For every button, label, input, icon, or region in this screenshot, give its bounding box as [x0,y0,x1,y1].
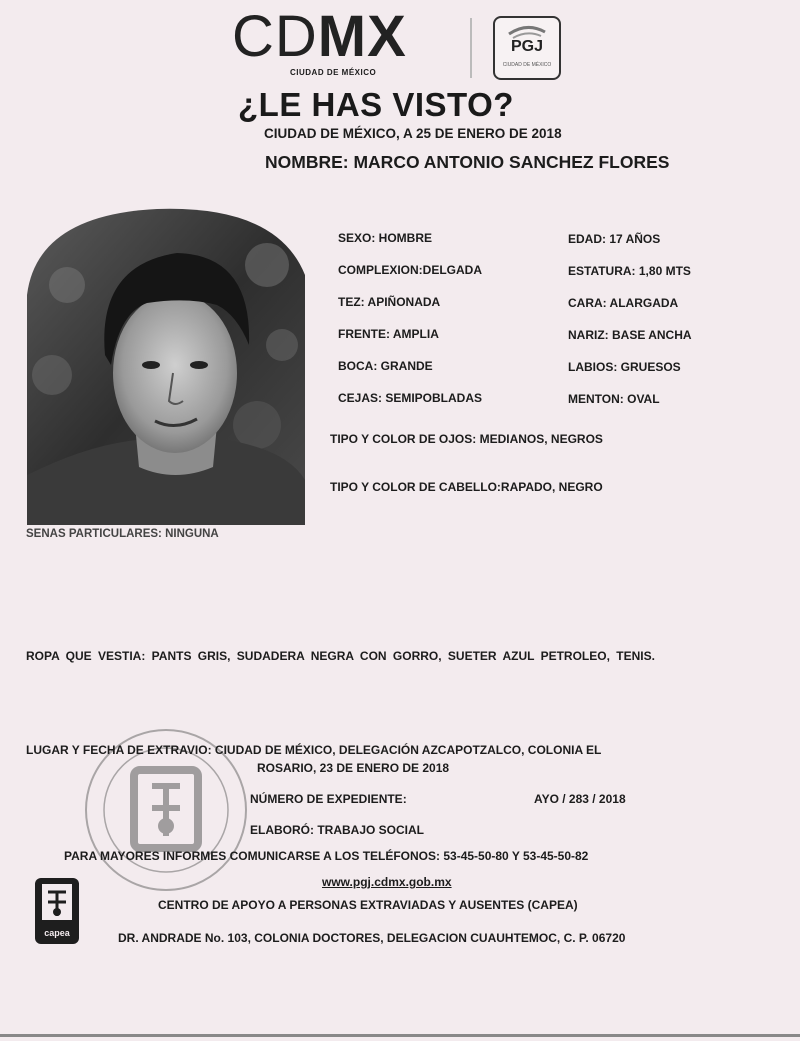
cdmx-subtitle: CIUDAD DE MÉXICO [290,68,377,77]
cdmx-logo-thin: CD [232,4,318,69]
attr-menton: MENTON: OVAL [568,392,660,406]
center-name: CENTRO DE APOYO A PERSONAS EXTRAVIADAS Y AUSENTES (CAPEA) [158,898,578,912]
contact-phones: PARA MAYORES INFORMES COMUNICARSE A LOS TELÉFONOS: 53-45-50-80 Y 53-45-50-82 [64,849,589,863]
capea-logo-text: capea [44,928,70,938]
header-divider [470,18,472,78]
case-number-value: AYO / 283 / 2018 [534,792,626,806]
attr-ojos: TIPO Y COLOR DE OJOS: MEDIANOS, NEGROS [330,432,603,446]
attr-sexo: SEXO: HOMBRE [338,231,433,245]
capea-logo [33,876,81,946]
cdmx-logo [232,4,407,70]
pgj-logo-text: PGJ [510,38,543,55]
lost-place-line2: ROSARIO, 23 DE ENERO DE 2018 [257,761,450,775]
pgj-logo-subtext: CIUDAD DE MÉXICO [502,62,552,68]
bottom-edge-line [0,1034,800,1037]
attr-cara: CARA: ALARGADA [568,296,679,310]
attr-frente: FRENTE: AMPLIA [338,327,439,341]
cdmx-logo-bold: MX [317,4,407,69]
prepared-by: ELABORÓ: TRABAJO SOCIAL [250,823,424,837]
attr-estatura: ESTATURA: 1,80 MTS [568,264,691,278]
attr-cejas: CEJAS: SEMIPOBLADAS [338,391,483,405]
person-name: NOMBRE: MARCO ANTONIO SANCHEZ FLORES [265,152,670,172]
attr-complexion: COMPLEXION:DELGADA [338,263,482,277]
person-photo [27,205,305,525]
date-line: CIUDAD DE MÉXICO, A 25 DE ENERO DE 2018 [264,126,562,141]
case-number-label: NÚMERO DE EXPEDIENTE: [250,792,407,806]
center-address: DR. ANDRADE No. 103, COLONIA DOCTORES, DELEGACION CUAUHTEMOC, C. P. 06720 [118,931,626,945]
lost-place-line1: LUGAR Y FECHA DE EXTRAVIO: CIUDAD DE MÉXICO, DELEGACIÓN AZCAPOTZALCO, COLONIA EL [26,743,602,757]
clothing-description: ROPA QUE VESTIA: PANTS GRIS, SUDADERA NEGRA CON GORRO, SUETER AZUL PETROLEO, TENIS. [26,649,655,663]
page-title: ¿LE HAS VISTO? [238,86,514,123]
distinguishing-features: SENAS PARTICULARES: NINGUNA [26,528,219,540]
attr-labios: LABIOS: GRUESOS [568,360,681,374]
attr-cabello: TIPO Y COLOR DE CABELLO:RAPADO, NEGRO [330,480,603,494]
attr-boca: BOCA: GRANDE [338,359,433,373]
website-link[interactable]: www.pgj.cdmx.gob.mx [322,875,452,889]
attr-edad: EDAD: 17 AÑOS [568,232,661,246]
attr-nariz: NARIZ: BASE ANCHA [568,328,692,342]
pgj-logo [493,16,561,80]
attr-tez: TEZ: APIÑONADA [338,295,441,309]
